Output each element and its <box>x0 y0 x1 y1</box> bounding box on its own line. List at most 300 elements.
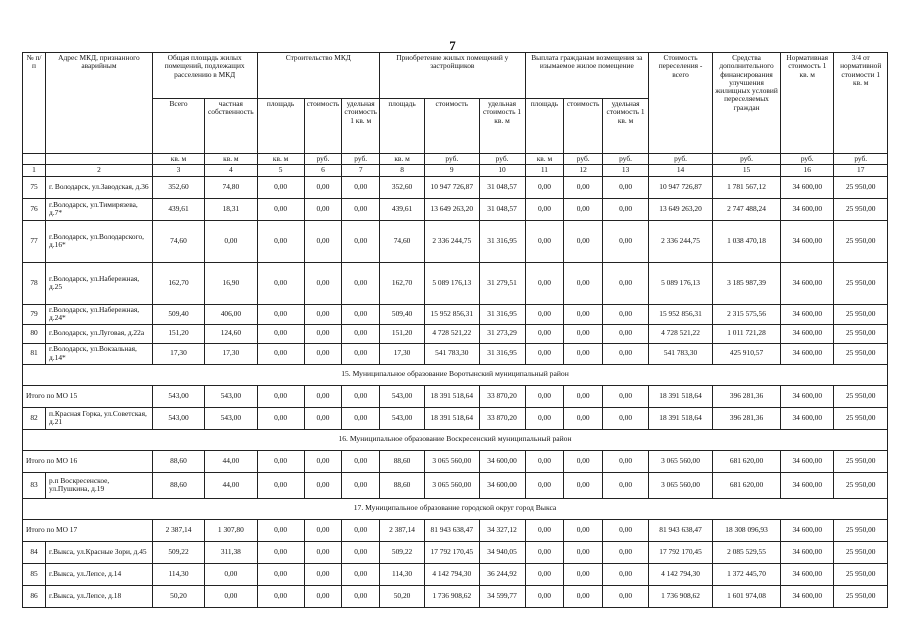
header-resettle-cost: Стоимость переселения - всего <box>649 53 713 154</box>
section-row <box>23 364 888 385</box>
resettlement-table <box>22 52 888 608</box>
table-cell: 34 600,00 <box>781 220 834 262</box>
row-number: 83 <box>23 472 46 498</box>
table-cell: 0,00 <box>205 585 257 607</box>
table-cell: 88,60 <box>380 472 425 498</box>
table-cell: 81 943 638,47 <box>649 519 713 541</box>
col-index: 10 <box>479 165 525 176</box>
table-cell: 0,00 <box>564 541 603 563</box>
table-cell: 17 792 170,45 <box>425 541 479 563</box>
col-index: 4 <box>205 165 257 176</box>
table-cell: 0,00 <box>603 519 649 541</box>
table-cell: 543,00 <box>380 385 425 407</box>
row-number: 86 <box>23 585 46 607</box>
table-cell: 18 391 518,64 <box>649 407 713 429</box>
header-area-group: Общая площадь жилых помещений, подлежащих расселению в МКД <box>152 53 257 99</box>
table-row <box>23 324 888 343</box>
unit-cell: руб. <box>479 154 525 165</box>
table-cell: 2 336 244,75 <box>425 220 479 262</box>
table-cell: 74,60 <box>152 220 204 262</box>
table-cell: 25 950,00 <box>834 472 888 498</box>
table-cell: 0,00 <box>525 541 564 563</box>
table-cell: 18 391 518,64 <box>425 407 479 429</box>
header-area-total: Всего <box>152 99 204 154</box>
table-cell: 0,00 <box>304 450 342 472</box>
table-cell: 0,00 <box>603 472 649 498</box>
table-cell: 0,00 <box>257 324 304 343</box>
table-cell: 2 336 244,75 <box>649 220 713 262</box>
table-cell: 0,00 <box>304 541 342 563</box>
col-index: 3 <box>152 165 204 176</box>
table-cell: 34 600,00 <box>781 450 834 472</box>
header-purch-unit: удельная стоимость 1 кв. м <box>479 99 525 154</box>
table-cell: 0,00 <box>564 304 603 324</box>
table-cell: 1 601 974,08 <box>712 585 780 607</box>
table-row <box>23 563 888 585</box>
table-cell: 114,30 <box>380 563 425 585</box>
table-cell: 0,00 <box>342 519 380 541</box>
row-number: 76 <box>23 198 46 220</box>
table-cell: 0,00 <box>603 304 649 324</box>
table-cell: 34 327,12 <box>479 519 525 541</box>
table-cell: 0,00 <box>525 262 564 304</box>
table-cell: 0,00 <box>257 385 304 407</box>
table-cell: 3 065 560,00 <box>425 472 479 498</box>
unit-cell: руб. <box>649 154 713 165</box>
table-cell: 31 273,29 <box>479 324 525 343</box>
table-cell: 543,00 <box>380 407 425 429</box>
table-cell: 34 600,00 <box>781 519 834 541</box>
row-address: г.Выкса, ул.Красные Зори, д.45 <box>46 541 153 563</box>
table-cell: 36 244,92 <box>479 563 525 585</box>
col-index: 12 <box>564 165 603 176</box>
table-cell: 0,00 <box>525 385 564 407</box>
table-cell: 541 783,30 <box>425 343 479 364</box>
row-address: г.Володарск, ул.Вокзальная, д.14* <box>46 343 153 364</box>
table-cell: 0,00 <box>525 519 564 541</box>
unit-cell: руб. <box>425 154 479 165</box>
row-number: 85 <box>23 563 46 585</box>
table-cell: 25 950,00 <box>834 220 888 262</box>
table-cell: 50,20 <box>380 585 425 607</box>
table-cell: 25 950,00 <box>834 176 888 198</box>
table-cell: 18 391 518,64 <box>649 385 713 407</box>
table-cell: 0,00 <box>603 262 649 304</box>
table-cell: 31 048,57 <box>479 198 525 220</box>
table-cell: 18,31 <box>205 198 257 220</box>
table-cell: 4 142 794,30 <box>425 563 479 585</box>
table-cell: 0,00 <box>342 176 380 198</box>
table-cell: 0,00 <box>603 407 649 429</box>
table-cell: 151,20 <box>380 324 425 343</box>
table-cell: 34 600,00 <box>781 304 834 324</box>
header-extra-funds: Средства дополнительного финансирования улучшения жилищных условий переселяемых граждан <box>712 53 780 154</box>
table-cell: 0,00 <box>304 343 342 364</box>
table-cell: 25 950,00 <box>834 541 888 563</box>
table-body <box>23 176 888 607</box>
table-cell: 509,40 <box>380 304 425 324</box>
table-cell: 15 952 856,31 <box>425 304 479 324</box>
table-cell: 34 600,00 <box>781 563 834 585</box>
table-cell: 0,00 <box>304 407 342 429</box>
table-cell: 0,00 <box>342 407 380 429</box>
table-cell: 34 600,00 <box>479 472 525 498</box>
table-cell: 0,00 <box>525 472 564 498</box>
row-number: 84 <box>23 541 46 563</box>
table-cell: 3 065 560,00 <box>649 472 713 498</box>
table-cell: 0,00 <box>564 198 603 220</box>
table-cell: 25 950,00 <box>834 385 888 407</box>
header-no: № п/п <box>23 53 46 154</box>
row-address: г.Выкса, ул.Лепсе, д.14 <box>46 563 153 585</box>
table-cell: 81 943 638,47 <box>425 519 479 541</box>
unit-cell: кв. м <box>257 154 304 165</box>
table-cell: 25 950,00 <box>834 450 888 472</box>
col-index: 6 <box>304 165 342 176</box>
table-cell: 509,22 <box>152 541 204 563</box>
table-cell: 0,00 <box>257 220 304 262</box>
unit-cell: кв. м <box>205 154 257 165</box>
table-cell: 162,70 <box>380 262 425 304</box>
table-cell: 0,00 <box>304 519 342 541</box>
table-cell: 439,61 <box>152 198 204 220</box>
table-cell: 17,30 <box>205 343 257 364</box>
header-construction-group: Строительство МКД <box>257 53 380 99</box>
row-address: г.Володарск, ул.Володарского, д.16* <box>46 220 153 262</box>
table-cell: 33 870,20 <box>479 407 525 429</box>
header-purch-area: площадь <box>380 99 425 154</box>
col-index: 5 <box>257 165 304 176</box>
table-cell: 34 600,00 <box>781 198 834 220</box>
table-cell: 0,00 <box>525 324 564 343</box>
row-address: г.Володарск, ул.Набережная, д.25 <box>46 262 153 304</box>
table-cell: 681 620,00 <box>712 450 780 472</box>
table-cell: 0,00 <box>304 220 342 262</box>
table-cell: 543,00 <box>152 407 204 429</box>
table-cell: 543,00 <box>205 385 257 407</box>
table-cell: 4 728 521,22 <box>425 324 479 343</box>
table-cell: 44,00 <box>205 472 257 498</box>
subtotal-row <box>23 450 888 472</box>
table-cell: 2 387,14 <box>380 519 425 541</box>
table-cell: 406,00 <box>205 304 257 324</box>
table-cell: 541 783,30 <box>649 343 713 364</box>
table-cell: 5 089 176,13 <box>649 262 713 304</box>
table-cell: 0,00 <box>525 220 564 262</box>
header-purchase-group: Приобретение жилых помещений у застройщиков <box>380 53 526 99</box>
table-cell: 0,00 <box>342 541 380 563</box>
table-cell: 0,00 <box>603 343 649 364</box>
table-cell: 2 747 488,24 <box>712 198 780 220</box>
table-row <box>23 541 888 563</box>
table-cell: 0,00 <box>304 563 342 585</box>
table-cell: 0,00 <box>564 343 603 364</box>
table-cell: 0,00 <box>603 385 649 407</box>
unit-cell: руб. <box>342 154 380 165</box>
table-cell: 0,00 <box>205 220 257 262</box>
unit-cell: руб. <box>834 154 888 165</box>
column-index-row <box>23 165 888 176</box>
table-cell: 0,00 <box>342 385 380 407</box>
table-cell: 25 950,00 <box>834 304 888 324</box>
table-cell: 0,00 <box>257 198 304 220</box>
table-cell: 0,00 <box>257 472 304 498</box>
table-cell: 17 792 170,45 <box>649 541 713 563</box>
header-address: Адрес МКД, признанного аварийным <box>46 53 153 154</box>
table-cell: 88,60 <box>152 450 204 472</box>
col-index: 9 <box>425 165 479 176</box>
table-row <box>23 262 888 304</box>
table-cell: 25 950,00 <box>834 519 888 541</box>
table-cell: 88,60 <box>380 450 425 472</box>
table-cell: 1 307,80 <box>205 519 257 541</box>
table-cell: 681 620,00 <box>712 472 780 498</box>
table-cell: 34 600,00 <box>781 262 834 304</box>
table-cell: 25 950,00 <box>834 198 888 220</box>
table-cell: 50,20 <box>152 585 204 607</box>
table-cell: 543,00 <box>152 385 204 407</box>
table-row <box>23 198 888 220</box>
table-cell: 0,00 <box>304 262 342 304</box>
unit-cell: руб. <box>712 154 780 165</box>
table-cell: 74,60 <box>380 220 425 262</box>
table-cell: 0,00 <box>257 407 304 429</box>
table-cell: 0,00 <box>525 343 564 364</box>
section-title: 16. Муниципальное образование Воскресенский муниципальный район <box>23 429 888 450</box>
subtotal-row <box>23 385 888 407</box>
col-index: 15 <box>712 165 780 176</box>
table-cell: 0,00 <box>304 198 342 220</box>
table-row <box>23 407 888 429</box>
header-payout-group: Выплата гражданам возмещения за изымаемое жилое помещение <box>525 53 649 99</box>
table-cell: 0,00 <box>525 304 564 324</box>
table-cell: 0,00 <box>342 304 380 324</box>
table-cell: 18 308 096,93 <box>712 519 780 541</box>
col-index: 14 <box>649 165 713 176</box>
row-address: р.п Воскресенское, ул.Пушкина, д.19 <box>46 472 153 498</box>
table-cell: 0,00 <box>564 407 603 429</box>
table-cell: 3 065 560,00 <box>649 450 713 472</box>
table-cell: 1 736 908,62 <box>649 585 713 607</box>
table-cell: 34 600,00 <box>479 450 525 472</box>
header-pay-unit: удельная стоимость 1 кв. м <box>603 99 649 154</box>
table-row <box>23 472 888 498</box>
table-cell: 396 281,36 <box>712 385 780 407</box>
header-purch-cost: стоимость <box>425 99 479 154</box>
table-cell: 0,00 <box>525 450 564 472</box>
section-row <box>23 498 888 519</box>
table-cell: 0,00 <box>304 304 342 324</box>
table-cell: 0,00 <box>304 585 342 607</box>
table-cell: 4 142 794,30 <box>649 563 713 585</box>
table-cell: 0,00 <box>342 450 380 472</box>
page-number: 7 <box>449 38 456 53</box>
subtotal-label: Итого по МО 17 <box>23 519 153 541</box>
table-cell: 31 279,51 <box>479 262 525 304</box>
unit-cell: кв. м <box>152 154 204 165</box>
table-cell: 425 910,57 <box>712 343 780 364</box>
table-cell: 0,00 <box>564 176 603 198</box>
table-cell: 1 011 721,28 <box>712 324 780 343</box>
section-title: 15. Муниципальное образование Воротынский муниципальный район <box>23 364 888 385</box>
table-cell: 0,00 <box>205 563 257 585</box>
table-cell: 0,00 <box>257 262 304 304</box>
table-cell: 124,60 <box>205 324 257 343</box>
table-cell: 0,00 <box>564 385 603 407</box>
table-row <box>23 220 888 262</box>
table-cell: 0,00 <box>342 472 380 498</box>
header-constr-area: площадь <box>257 99 304 154</box>
header-three-quarters: 3/4 от нормативной стоимости 1 кв. м <box>834 53 888 154</box>
table-cell: 25 950,00 <box>834 585 888 607</box>
table-cell: 311,38 <box>205 541 257 563</box>
table-cell: 5 089 176,13 <box>425 262 479 304</box>
header-pay-area: площадь <box>525 99 564 154</box>
table-cell: 33 870,20 <box>479 385 525 407</box>
table-cell: 34 599,77 <box>479 585 525 607</box>
table-cell: 509,40 <box>152 304 204 324</box>
table-cell: 25 950,00 <box>834 324 888 343</box>
table-cell: 2 387,14 <box>152 519 204 541</box>
table-cell: 0,00 <box>342 198 380 220</box>
table-cell: 439,61 <box>380 198 425 220</box>
header-area-private: частная собственность <box>205 99 257 154</box>
table-cell: 31 316,95 <box>479 343 525 364</box>
table-cell: 0,00 <box>342 563 380 585</box>
subtotal-label: Итого по МО 15 <box>23 385 153 407</box>
table-cell: 114,30 <box>152 563 204 585</box>
table-cell: 4 728 521,22 <box>649 324 713 343</box>
table-cell: 0,00 <box>342 343 380 364</box>
table-cell: 0,00 <box>603 176 649 198</box>
table-cell: 0,00 <box>603 324 649 343</box>
table-cell: 34 600,00 <box>781 541 834 563</box>
table-cell: 151,20 <box>152 324 204 343</box>
row-number: 77 <box>23 220 46 262</box>
table-cell: 34 600,00 <box>781 472 834 498</box>
table-cell: 10 947 726,87 <box>649 176 713 198</box>
col-index: 2 <box>46 165 153 176</box>
header-pay-cost: стоимость <box>564 99 603 154</box>
table-cell: 0,00 <box>257 585 304 607</box>
unit-cell: руб. <box>781 154 834 165</box>
table-cell: 17,30 <box>380 343 425 364</box>
table-cell: 0,00 <box>564 519 603 541</box>
unit-cell: руб. <box>564 154 603 165</box>
table-cell: 2 085 529,55 <box>712 541 780 563</box>
table-cell: 18 391 518,64 <box>425 385 479 407</box>
col-index: 8 <box>380 165 425 176</box>
table-cell: 0,00 <box>257 541 304 563</box>
table-cell: 0,00 <box>564 324 603 343</box>
unit-cell: руб. <box>603 154 649 165</box>
row-number: 79 <box>23 304 46 324</box>
table-cell: 0,00 <box>304 324 342 343</box>
table-cell: 31 316,95 <box>479 304 525 324</box>
table-cell: 0,00 <box>603 450 649 472</box>
row-address: г.Володарск, ул.Набережная, д.24* <box>46 304 153 324</box>
row-number: 75 <box>23 176 46 198</box>
table-cell: 25 950,00 <box>834 563 888 585</box>
header-constr-cost: стоимость <box>304 99 342 154</box>
header-norm-cost: Нормативная стоимость 1 кв. м <box>781 53 834 154</box>
table-cell: 0,00 <box>257 304 304 324</box>
row-number: 81 <box>23 343 46 364</box>
table-cell: 0,00 <box>564 450 603 472</box>
table-header <box>23 53 888 177</box>
table-cell: 13 649 263,20 <box>425 198 479 220</box>
table-cell: 0,00 <box>564 472 603 498</box>
col-index: 11 <box>525 165 564 176</box>
section-title: 17. Муниципальное образование городской округ город Выкса <box>23 498 888 519</box>
unit-cell: кв. м <box>380 154 425 165</box>
table-cell: 2 315 575,56 <box>712 304 780 324</box>
table-cell: 34 940,05 <box>479 541 525 563</box>
table-cell: 0,00 <box>603 220 649 262</box>
table-cell: 25 950,00 <box>834 343 888 364</box>
row-address: п.Красная Горка, ул.Советская, д.21 <box>46 407 153 429</box>
unit-cell: руб. <box>304 154 342 165</box>
table-cell: 0,00 <box>564 262 603 304</box>
table-cell: 13 649 263,20 <box>649 198 713 220</box>
unit-cell: кв. м <box>525 154 564 165</box>
subtotal-row <box>23 519 888 541</box>
col-index: 17 <box>834 165 888 176</box>
table-cell: 0,00 <box>342 324 380 343</box>
table-cell: 0,00 <box>603 585 649 607</box>
table-cell: 0,00 <box>564 220 603 262</box>
table-cell: 0,00 <box>564 563 603 585</box>
table-cell: 0,00 <box>304 472 342 498</box>
row-number: 80 <box>23 324 46 343</box>
table-cell: 1 736 908,62 <box>425 585 479 607</box>
table-cell: 1 372 445,70 <box>712 563 780 585</box>
table-cell: 0,00 <box>342 585 380 607</box>
row-address: г.Выкса, ул.Лепсе, д.18 <box>46 585 153 607</box>
table-cell: 352,60 <box>152 176 204 198</box>
table-cell: 0,00 <box>525 176 564 198</box>
row-address: г.Володарск, ул.Луговая, д.22а <box>46 324 153 343</box>
table-cell: 352,60 <box>380 176 425 198</box>
table-cell: 1 038 470,18 <box>712 220 780 262</box>
subtotal-label: Итого по МО 16 <box>23 450 153 472</box>
table-row <box>23 176 888 198</box>
table-cell: 44,00 <box>205 450 257 472</box>
table-cell: 25 950,00 <box>834 407 888 429</box>
table-cell: 0,00 <box>304 176 342 198</box>
table-cell: 34 600,00 <box>781 343 834 364</box>
row-number: 82 <box>23 407 46 429</box>
table-cell: 34 600,00 <box>781 407 834 429</box>
table-cell: 31 048,57 <box>479 176 525 198</box>
col-index: 7 <box>342 165 380 176</box>
table-cell: 3 065 560,00 <box>425 450 479 472</box>
table-cell: 34 600,00 <box>781 324 834 343</box>
table-cell: 34 600,00 <box>781 176 834 198</box>
table-cell: 0,00 <box>257 176 304 198</box>
table-cell: 0,00 <box>257 563 304 585</box>
table-cell: 543,00 <box>205 407 257 429</box>
col-index: 13 <box>603 165 649 176</box>
col-index: 1 <box>23 165 46 176</box>
table-cell: 17,30 <box>152 343 204 364</box>
table-cell: 0,00 <box>257 519 304 541</box>
table-cell: 0,00 <box>257 450 304 472</box>
table-row <box>23 343 888 364</box>
table-cell: 396 281,36 <box>712 407 780 429</box>
table-cell: 3 185 987,39 <box>712 262 780 304</box>
table-cell: 0,00 <box>257 343 304 364</box>
